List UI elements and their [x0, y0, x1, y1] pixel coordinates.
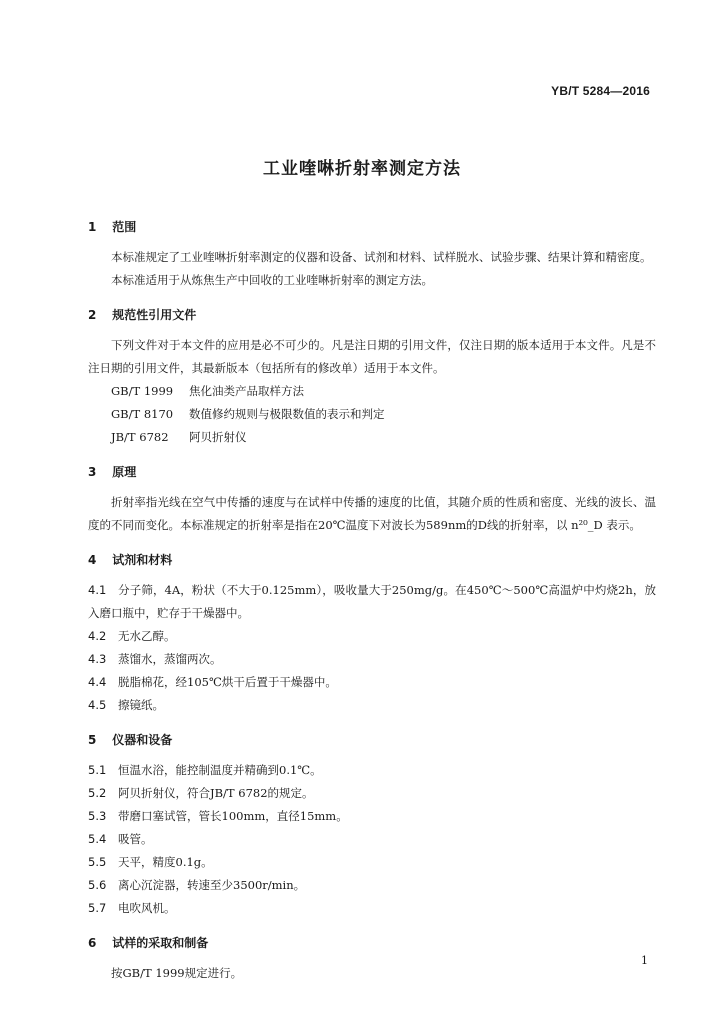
clause-item	[88, 828, 656, 851]
clause-number: 4.2	[88, 629, 107, 643]
paragraph: 本标准规定了工业喹啉折射率测定的仪器和设备、试剂和材料、试样脱水、试验步骤、结果计算和精密度。	[111, 250, 652, 264]
clause-number: 5.2	[88, 786, 107, 800]
section-title: 试样的采取和制备	[112, 936, 209, 950]
reference-code: GB/T 8170	[111, 407, 174, 421]
clause-item	[88, 759, 656, 782]
clause-number: 5.5	[88, 855, 107, 869]
clause-text: 恒温水浴，能控制温度并精确到0.1℃。	[118, 763, 322, 777]
clause-item	[88, 851, 656, 874]
clause-item	[88, 625, 656, 648]
clause-text: 蒸馏水，蒸馏两次。	[118, 652, 222, 666]
section-heading	[88, 459, 656, 485]
section-heading	[88, 727, 656, 753]
clause-text: 擦镜纸。	[118, 698, 164, 712]
clause-item	[88, 897, 656, 920]
clause-number: 4.1	[88, 583, 107, 597]
paragraph: 按GB/T 1999规定进行。	[111, 966, 243, 980]
standard-code: YB/T 5284—2016	[551, 84, 650, 98]
reference-item	[88, 426, 656, 449]
paragraph: 下列文件对于本文件的应用是必不可少的。凡是注日期的引用文件，仅注日期的版本适用于本文件。凡是不注日期的引用文件，其最新版本（包括所有的修改单）适用于本文件。	[88, 338, 656, 375]
reference-item	[88, 403, 656, 426]
clause-number: 4.5	[88, 698, 107, 712]
reference-name: 数值修约规则与极限数值的表示和判定	[189, 407, 385, 421]
clause-text: 阿贝折射仪，符合JB/T 6782的规定。	[118, 786, 314, 800]
clause-number: 5.4	[88, 832, 107, 846]
clause-text: 离心沉淀器，转速至少3500r/min。	[118, 878, 306, 892]
paragraph: 本标准适用于从炼焦生产中回收的工业喹啉折射率的测定方法。	[111, 273, 433, 287]
section-title: 试剂和材料	[112, 553, 173, 567]
reference-name: 阿贝折射仪	[189, 430, 247, 444]
clause-item	[88, 671, 656, 694]
section-number: 5	[88, 733, 97, 747]
clause-item	[88, 648, 656, 671]
section-heading	[88, 302, 656, 328]
clause-item	[88, 579, 656, 625]
reference-code: GB/T 1999	[111, 384, 174, 398]
clause-number: 5.7	[88, 901, 107, 915]
document-body	[88, 214, 656, 985]
section-heading	[88, 930, 656, 956]
clause-text: 无水乙醇。	[118, 629, 176, 643]
reference-item	[88, 380, 656, 403]
clause-number: 5.3	[88, 809, 107, 823]
document-title: 工业喹啉折射率测定方法	[263, 159, 461, 179]
section-number: 2	[88, 308, 97, 322]
page-number: 1	[641, 954, 648, 967]
clause-item	[88, 874, 656, 897]
clause-item	[88, 805, 656, 828]
section-title: 范围	[112, 220, 137, 234]
clause-number: 5.6	[88, 878, 107, 892]
clause-text: 带磨口塞试管，管长100mm，直径15mm。	[118, 809, 348, 823]
clause-number: 5.1	[88, 763, 107, 777]
clause-item	[88, 694, 656, 717]
section-number: 4	[88, 553, 97, 567]
clause-number: 4.4	[88, 675, 107, 689]
section-title: 仪器和设备	[112, 733, 173, 747]
section-heading	[88, 547, 656, 573]
clause-item	[88, 782, 656, 805]
section-title: 规范性引用文件	[112, 308, 197, 322]
section-number: 3	[88, 465, 97, 479]
clause-text: 天平，精度0.1g。	[118, 855, 213, 869]
clause-text: 脱脂棉花，经105℃烘干后置于干燥器中。	[118, 675, 337, 689]
clause-text: 电吹风机。	[118, 901, 176, 915]
clause-text: 分子筛，4A，粉状（不大于0.125mm），吸收量大于250mg/g。在450℃～500℃高温炉中灼烧2h，放入磨口瓶中，贮存于干燥器中。	[88, 583, 656, 620]
clause-number: 4.3	[88, 652, 107, 666]
paragraph: 折射率指光线在空气中传播的速度与在试样中传播的速度的比值，其随介质的性质和密度、光线的波长、温度的不同而变化。本标准规定的折射率是指在20℃温度下对波长为589nm的D线的折射率，以 n²⁰_D 表示。	[88, 495, 656, 532]
reference-code: JB/T 6782	[111, 430, 169, 444]
section-title: 原理	[112, 465, 137, 479]
reference-name: 焦化油类产品取样方法	[189, 384, 304, 398]
clause-text: 吸管。	[118, 832, 153, 846]
section-number: 1	[88, 220, 97, 234]
section-heading	[88, 214, 656, 240]
section-number: 6	[88, 936, 97, 950]
